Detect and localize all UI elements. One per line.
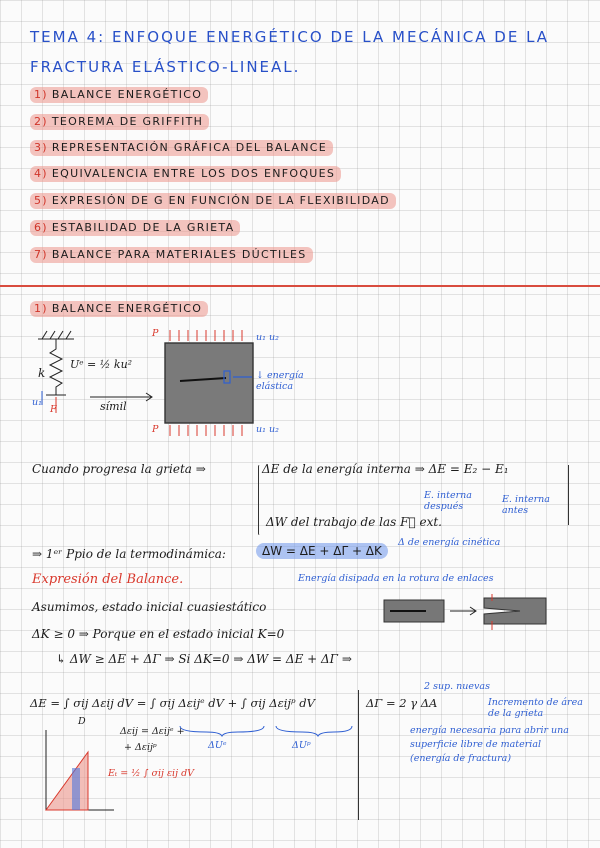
page-title-line1: TEMA 4: ENFOQUE ENERGÉTICO DE LA MECÁNICA DE LA bbox=[30, 28, 550, 46]
page-title-line2: FRACTURA ELÁSTICO-LINEAL. bbox=[30, 58, 301, 76]
note-primer-ppio: ⇒ 1ᵉʳ Ppio de la termodinámica: bbox=[32, 547, 226, 561]
delta-e-equation: ΔE = ∫ σij Δεij dV = ∫ σij Δεijᵉ dV + ∫ σij Δεijᵖ dV bbox=[30, 696, 315, 710]
note-e-antes: E. interna antes bbox=[502, 494, 550, 516]
toc-label: EXPRESIÓN DE G EN FUNCIÓN DE LA FLEXIBILIDAD bbox=[51, 194, 390, 207]
toc-label: EQUIVALENCIA ENTRE LOS DOS ENFOQUES bbox=[51, 167, 336, 180]
note-delta-e: ΔE de la energía interna ⇒ ΔE = E₂ − E₁ bbox=[262, 462, 509, 476]
strain-split-line1: Δεij = Δεijᵉ + bbox=[120, 726, 185, 737]
stress-strain-sketch bbox=[36, 726, 116, 816]
simil-label: símil bbox=[100, 400, 127, 413]
toc-num: 6) bbox=[34, 221, 48, 234]
toc-label: TEOREMA DE GRIFFITH bbox=[51, 115, 204, 128]
toc-item-2 bbox=[30, 115, 209, 128]
toc-label: REPRESENTACIÓN GRÁFICA DEL BALANCE bbox=[51, 141, 327, 154]
toc-num: 7) bbox=[34, 248, 48, 261]
strain-split-line2: + Δεijᵖ bbox=[124, 742, 157, 753]
expresion-balance: Expresión del Balance. bbox=[32, 572, 184, 587]
toc-item-3 bbox=[30, 141, 333, 154]
toc-label: ESTABILIDAD DE LA GRIETA bbox=[51, 221, 235, 234]
note-cuando: Cuando progresa la grieta ⇒ bbox=[32, 462, 206, 476]
delta-ue-label: ΔUᵉ bbox=[208, 740, 227, 751]
formula-text: ΔW = ΔE + ΔΓ + ΔK bbox=[256, 543, 388, 559]
toc-item-4 bbox=[30, 167, 341, 180]
section-num: 1) bbox=[34, 302, 48, 315]
delta-gamma-equation: ΔΓ = 2 γ ΔA bbox=[366, 696, 438, 710]
note-incremento-area: Incremento de área de la grieta bbox=[488, 697, 583, 719]
p-top-label: P bbox=[152, 328, 159, 339]
spring-k-label: k bbox=[38, 366, 46, 380]
note-energia-cinetica: Δ de energía cinética bbox=[398, 537, 501, 548]
delta-up-label: ΔUᵖ bbox=[292, 740, 311, 751]
domain-label: D bbox=[78, 716, 86, 727]
energy-balance-formula bbox=[256, 544, 388, 558]
force-label: F bbox=[50, 404, 57, 415]
spring-energy-label: Uᵉ = ½ ku² bbox=[70, 358, 133, 371]
u-bottom-label: u₁ u₂ bbox=[256, 424, 279, 435]
note-inequality: ↳ ΔW ≥ ΔE + ΔΓ ⇒ Si ΔK=0 ⇒ ΔW = ΔE + ΔΓ ⇒ bbox=[56, 652, 352, 666]
toc-label: BALANCE ENERGÉTICO bbox=[51, 88, 203, 101]
note-energia-disipada: Energía disipada en la rotura de enlaces bbox=[298, 573, 494, 584]
section-divider bbox=[0, 285, 600, 287]
note-delta-w: ΔW del trabajo de las F⃗ ext. bbox=[266, 515, 442, 529]
underbraces bbox=[176, 724, 356, 738]
brace-right bbox=[566, 465, 569, 525]
toc-num: 3) bbox=[34, 141, 48, 154]
note-dos-superficies: 2 sup. nuevas bbox=[424, 681, 490, 692]
toc-item-1 bbox=[30, 88, 208, 101]
toc-num: 1) bbox=[34, 88, 48, 101]
brace-left bbox=[258, 465, 261, 535]
note-e-despues: E. interna después bbox=[424, 490, 472, 512]
toc-label: BALANCE PARA MATERIALES DÚCTILES bbox=[51, 248, 307, 261]
toc-item-5 bbox=[30, 194, 396, 207]
toc-num: 2) bbox=[34, 115, 48, 128]
energia-elastica-note: ↓ energía elástica bbox=[256, 370, 304, 392]
toc-num: 4) bbox=[34, 167, 48, 180]
p-bottom-label: P bbox=[152, 424, 159, 435]
section-label: BALANCE ENERGÉTICO bbox=[51, 302, 203, 315]
note-asumimos: Asumimos, estado inicial cuasiestático bbox=[32, 600, 267, 614]
note-energia-necesaria: energía necesaria para abrir una superficie libre de material (energía de fractura) bbox=[410, 725, 569, 764]
u1-label: u₁ bbox=[32, 397, 42, 408]
note-delta-k: ΔK ≥ 0 ⇒ Porque en el estado inicial K=0 bbox=[32, 627, 285, 641]
crack-opening-sketch bbox=[380, 592, 570, 632]
toc-item-6 bbox=[30, 221, 240, 234]
u-top-label: u₁ u₂ bbox=[256, 332, 279, 343]
toc-item-7 bbox=[30, 248, 313, 261]
toc-num: 5) bbox=[34, 194, 48, 207]
section-heading bbox=[30, 302, 208, 315]
et-formula: Eₜ = ½ ∫ σij εij dV bbox=[108, 768, 195, 779]
